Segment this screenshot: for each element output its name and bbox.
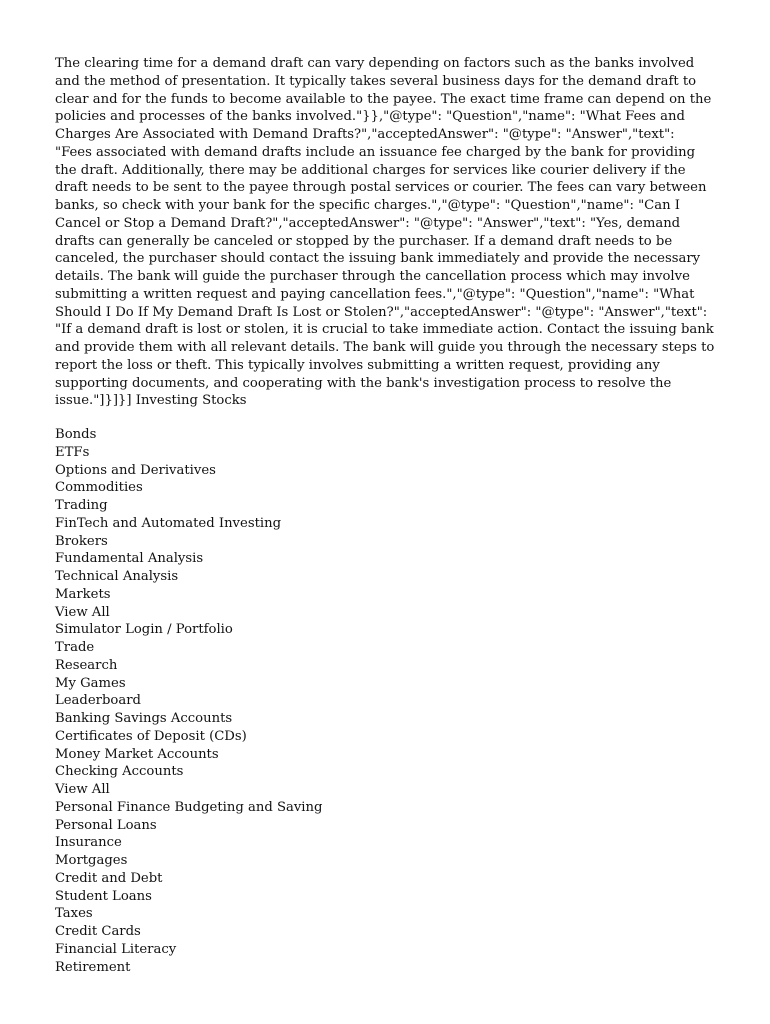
nav-item [55,657,715,675]
faq-schema-text [55,55,715,410]
nav-item [55,710,715,728]
nav-item [55,479,715,497]
nav-link[interactable]: My Games [55,675,126,691]
nav-item [55,870,715,888]
nav-link[interactable]: Markets [55,586,111,602]
nav-item [55,586,715,604]
nav-item [55,515,715,533]
nav-link[interactable]: Simulator Login / Portfolio [55,622,233,638]
nav-item [55,692,715,710]
faq-text: The clearing time for a demand draft can vary depending on factors such as the banks involved and the method of presentation. It typically takes several business days for the demand draft to clear and for the funds to become available to the payee. The exact time frame can depend on the policies and processes of the banks involved."}},"@type": "Question","name": "What Fees and Charges Are Associated with Demand Drafts?","acceptedAnswer": "@type": "Answer","text": "Fees associated with demand drafts include an issuance fee charged by the bank for providing the draft. Additionally, there may be additional charges for services like courier delivery if the draft needs to be sent to the payee through postal services or courier. The fees can vary between banks, so check with your bank for the specific charges.","@type": "Question","name": "Can I Cancel or Stop a Demand Draft?","acceptedAnswer": "@type": "Answer","text": "Yes, demand drafts can generally be canceled or stopped by the purchaser. If a demand draft needs to be canceled, the purchaser should contact the issuing bank immediately and provide the necessary details. The bank will guide the purchaser through the cancellation process which may involve submitting a written request and paying cancellation fees.","@type": "Question","name": "What Should I Do If My Demand Draft Is Lost or Stolen?","acceptedAnswer": "@type": "Answer","text": "If a demand draft is lost or stolen, it is crucial to take immediate action. Contact the issuing bank and provide them with all relevant details. The bank will guide you through the necessary steps to report the loss or theft. This typically involves submitting a written request, providing any supporting documents, and cooperating with the bank's investigation process to resolve the issue."]}]}] [55,56,715,409]
nav-link[interactable]: Brokers [55,533,108,549]
nav-item [55,781,715,799]
nav-link[interactable]: Insurance [55,835,122,851]
nav-link[interactable]: Financial Literacy [55,941,177,957]
nav-item [55,621,715,639]
nav-link[interactable]: Trade [55,640,95,655]
nav-item [55,426,715,444]
nav-link[interactable]: Taxes [55,906,93,922]
nav-link[interactable]: Certificates of Deposit (CDs) [55,728,247,744]
nav-link[interactable]: View All [55,604,110,620]
nav-item [55,639,715,657]
nav-item [55,568,715,586]
nav-link[interactable]: Checking Accounts [55,764,184,780]
nav-item [55,817,715,835]
nav-item [55,728,715,746]
nav-item [55,533,715,551]
nav-link[interactable]: Personal Finance Budgeting and Saving [55,799,323,815]
nav-link[interactable]: Money Market Accounts [55,746,219,762]
nav-link[interactable]: Leaderboard [55,693,141,709]
nav-link[interactable]: FinTech and Automated Investing [55,515,282,531]
nav-link[interactable]: Credit Cards [55,924,141,939]
nav-item [55,959,715,977]
nav-link[interactable]: ETFs [55,444,90,460]
nav-link[interactable]: Technical Analysis [55,569,179,584]
nav-link[interactable]: Options and Derivatives [55,462,216,478]
nav-link[interactable]: Retirement [55,959,131,975]
nav-link[interactable]: Commodities [55,480,143,496]
nav-link[interactable]: Credit and Debt [55,870,163,886]
nav-item [55,746,715,764]
nav-link[interactable]: Personal Loans [55,817,157,833]
nav-item [55,675,715,693]
nav-link-investing-stocks[interactable]: Investing Stocks [135,393,247,409]
nav-item [55,923,715,941]
nav-item [55,799,715,817]
nav-item [55,550,715,568]
page-content [55,55,715,976]
nav-item [55,444,715,462]
nav-item [55,852,715,870]
nav-item [55,604,715,622]
nav-list [55,426,715,976]
nav-item [55,462,715,480]
nav-link[interactable]: Bonds [55,427,97,442]
nav-link[interactable]: Trading [55,498,108,513]
nav-item [55,763,715,781]
nav-item [55,905,715,923]
nav-link[interactable]: View All [55,782,110,797]
nav-link[interactable]: Fundamental Analysis [55,551,204,567]
nav-link[interactable]: Banking Savings Accounts [55,711,233,726]
nav-item [55,834,715,852]
nav-link[interactable]: Research [55,657,118,673]
nav-item [55,941,715,959]
nav-link[interactable]: Mortgages [55,853,128,868]
nav-link[interactable]: Student Loans [55,888,152,904]
nav-item [55,888,715,906]
nav-item [55,497,715,515]
